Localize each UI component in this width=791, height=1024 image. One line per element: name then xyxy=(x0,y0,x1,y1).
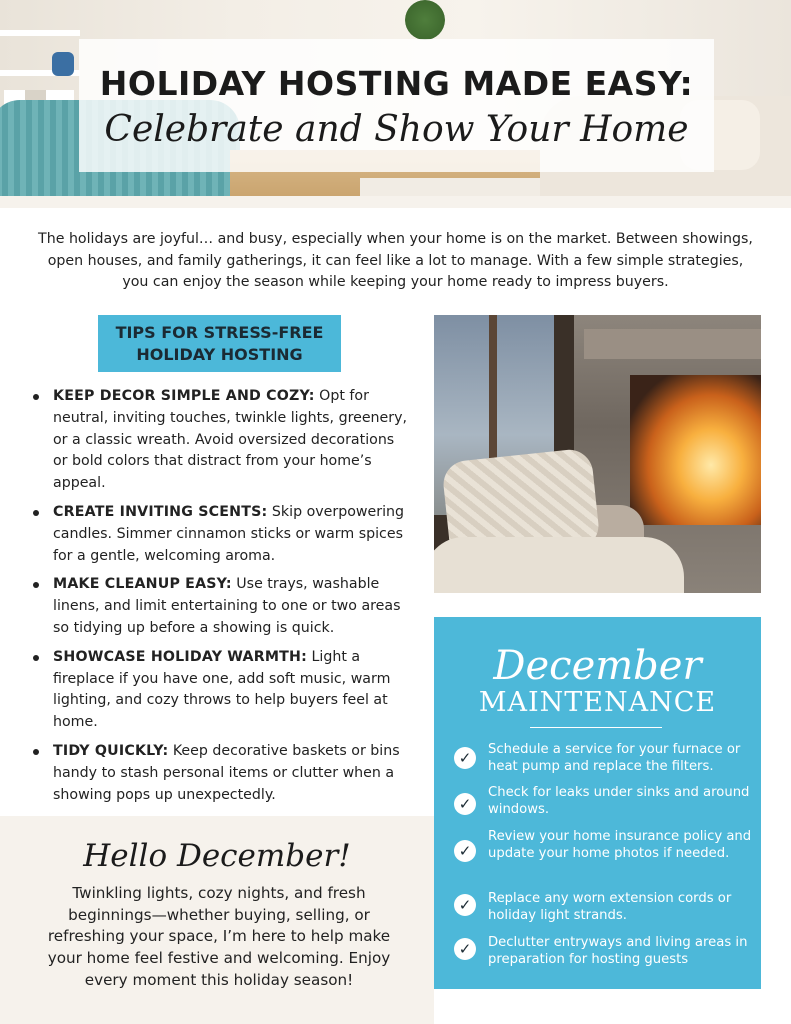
tip-item xyxy=(28,502,413,567)
blanket xyxy=(434,537,684,593)
rug xyxy=(360,178,560,196)
tip-item xyxy=(28,386,413,495)
fire xyxy=(630,375,761,525)
tip-item xyxy=(28,647,413,734)
tip-item xyxy=(28,574,413,639)
page-subtitle: Celebrate and Show Your Home xyxy=(104,109,689,150)
tips-heading-text: TIPS FOR STRESS-FREE HOLIDAY HOSTING xyxy=(115,322,324,364)
tip-text: Light a fireplace if you have one, add soft music, warm lighting, and cozy throws to help buyers feel at home. xyxy=(53,648,391,731)
check-icon: ✓ xyxy=(454,938,476,960)
bullet-icon xyxy=(33,510,39,516)
tip-title: MAKE CLEANUP EASY: xyxy=(53,576,232,593)
maintenance-item-text: Schedule a service for your furnace or heat pump and replace the filters. xyxy=(488,742,741,775)
tip-title: CREATE INVITING SCENTS: xyxy=(53,503,268,520)
tip-text: Skip overpowering candles. Simmer cinnamon sticks or warm spices for a gentle, welcoming aroma. xyxy=(53,503,405,564)
maintenance-item-text: Review your home insurance policy and update your home photos if needed. xyxy=(488,829,752,862)
maintenance-item-text: Replace any worn extension cords or holiday light strands. xyxy=(488,891,732,924)
tip-title: TIDY QUICKLY: xyxy=(53,742,169,759)
bullet-icon xyxy=(33,655,39,661)
check-icon: ✓ xyxy=(454,840,476,862)
maintenance-box xyxy=(434,617,761,989)
shelf xyxy=(0,30,80,36)
maintenance-list xyxy=(434,617,761,989)
hello-text: Twinkling lights, cozy nights, and fresh beginnings—whether buying, selling, or refreshing your space, I’m here to help make your home feel festive and welcoming. Enjoy every moment this holiday season! xyxy=(47,884,391,989)
maintenance-script-title: December xyxy=(493,643,702,689)
tip-text: Use trays, washable linens, and limit entertaining to one or two areas so tidying up before a showing is quick. xyxy=(53,576,401,636)
bullet-icon xyxy=(33,394,39,400)
title-card xyxy=(79,39,714,172)
maintenance-title: MAINTENANCE xyxy=(478,687,717,718)
hello-title: Hello December! xyxy=(83,838,351,874)
plant xyxy=(405,0,445,40)
tip-text: Keep decorative baskets or bins handy to stash personal items or clutter when a showing pops up unexpectedly. xyxy=(53,742,400,803)
maintenance-item-text: Check for leaks under sinks and around windows. xyxy=(488,785,750,818)
mantel xyxy=(584,329,761,359)
fireplace-photo xyxy=(434,315,761,593)
tip-item xyxy=(28,741,413,806)
divider-strip xyxy=(0,196,791,208)
tip-title: SHOWCASE HOLIDAY WARMTH: xyxy=(53,648,307,665)
tips-heading xyxy=(98,315,341,372)
check-icon: ✓ xyxy=(454,747,476,769)
vase xyxy=(52,52,74,76)
maintenance-item-text: Declutter entryways and living areas in preparation for hosting guests xyxy=(488,935,748,968)
intro-paragraph: The holidays are joyful… and busy, especially when your home is on the market. Between showings, open houses, and family gatherings, it can feel like a lot to manage. With a few simple strategies, you can enjoy the season while keeping your home ready to impress buyers. xyxy=(38,231,753,290)
tips-list xyxy=(28,386,413,813)
page-title: HOLIDAY HOSTING MADE EASY: xyxy=(99,64,694,103)
tip-text: Opt for neutral, inviting touches, twinkle lights, greenery, or a classic wreath. Avoid oversized decorations or bold colors that distract from your home’s appeal. xyxy=(53,388,408,492)
bullet-icon xyxy=(33,749,39,755)
check-icon: ✓ xyxy=(454,894,476,916)
check-icon: ✓ xyxy=(454,793,476,815)
bullet-icon xyxy=(33,582,39,588)
tip-title: KEEP DECOR SIMPLE AND COZY: xyxy=(53,388,315,404)
